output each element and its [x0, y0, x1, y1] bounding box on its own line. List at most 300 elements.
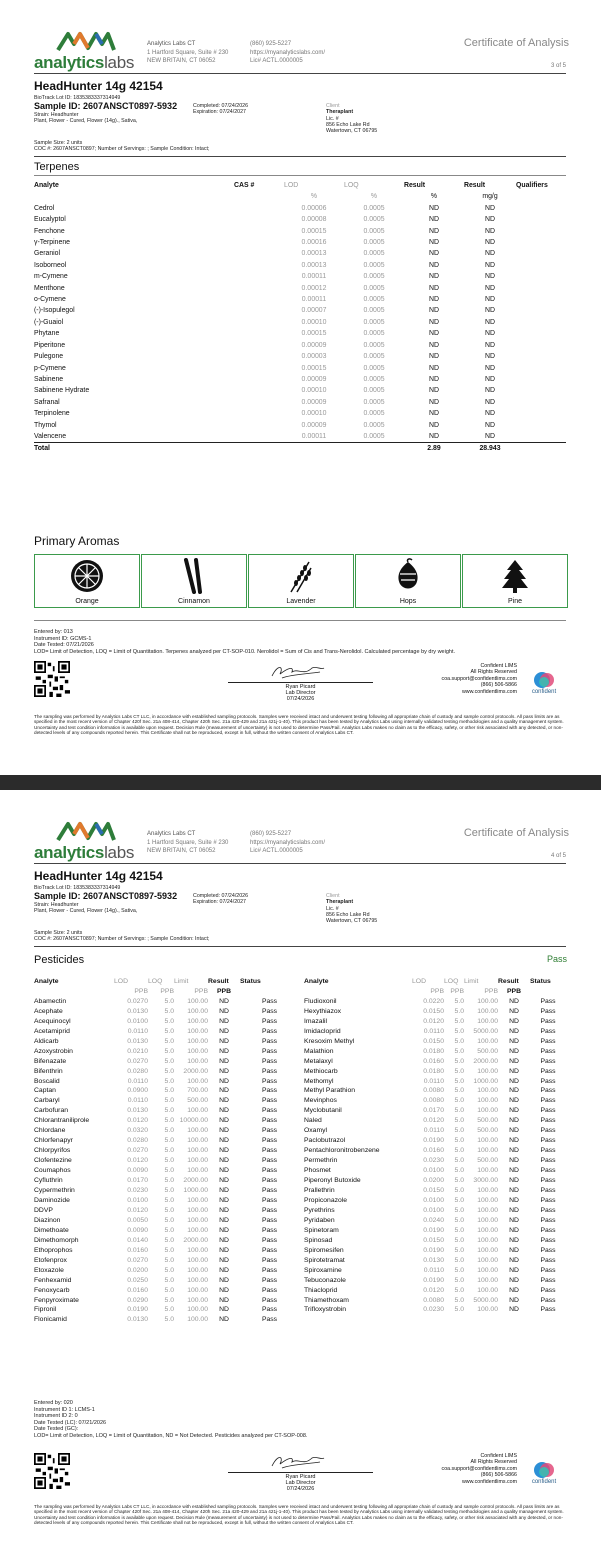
- loq-value: 5.0: [454, 1196, 464, 1204]
- limit-value: 100.00: [477, 1187, 498, 1195]
- total-mg: 28.943: [479, 445, 501, 453]
- analyte-name: Metalaxyl: [304, 1057, 333, 1065]
- confident-logo-icon: [533, 1460, 555, 1480]
- lod-value: 0.0050: [127, 1216, 148, 1224]
- cas-number: [234, 374, 284, 385]
- lims-name: Confident LIMS: [480, 1453, 517, 1459]
- table-row: [304, 1027, 566, 1037]
- loq-value: 5.0: [454, 1077, 464, 1085]
- unit-lod: PPB: [430, 987, 444, 995]
- aroma-label: Cinnamon: [178, 598, 210, 605]
- lod-value: 0.0160: [423, 1147, 444, 1155]
- result-pct: ND: [429, 432, 439, 440]
- analyte-name: Permethrin: [304, 1157, 338, 1165]
- date-tested-lc: Date Tested (LC): 07/21/2026: [34, 1419, 107, 1426]
- lab-url[interactable]: https://myanalyticslabs.com/: [250, 839, 326, 846]
- disclaimer: The sampling was performed by Analytics Labs CT LLC, in accordance with established sampling protocols. Samples were received intact and underwent testing following all appropriate chain of custody and sample control protocols. All pass limits are as specified in the most recent version of Chapter 420f Sec. 21a 408-414, Chapter 420h Sec. 21a 420-429 and 21a 421j-1-40). This product has been tested by Analytics Labs using internally validated testing methodologies and a quality management system. Uncertainty and test condition information is available upon request. Decision Rule (measurement of uncertainty) is not used to determine Pass/Fail. Analytics Labs makes no claim as to the efficacy, safety, or other risk associated with any detected, or non-detected levels of any compounds reported herein. This Certificate shall not be reproduced, except in full, without the written consent of Analytics Labs CT.: [34, 1504, 564, 1526]
- result-mg: ND: [485, 250, 495, 258]
- result-pct: ND: [429, 227, 439, 235]
- limit-value: 100.00: [187, 1147, 208, 1155]
- analyte-name: Isoborneol: [34, 261, 67, 269]
- status-value: Pass: [261, 1127, 278, 1135]
- result-pct: ND: [429, 273, 439, 281]
- lims-email[interactable]: coa.support@confidentlims.com: [441, 1465, 517, 1472]
- limit-value: 100.00: [187, 1246, 208, 1254]
- analyte-name: (-)-Isopulegol: [34, 307, 75, 315]
- col-result-pct: Result: [404, 182, 426, 189]
- analyte-name: Pyridaben: [304, 1216, 335, 1224]
- lod-value: 0.0180: [423, 1067, 444, 1075]
- limit-value: 100.00: [477, 1067, 498, 1075]
- table-row: [34, 1156, 299, 1166]
- lod-value: 0.0100: [127, 1017, 148, 1025]
- analyte-name: Captan: [34, 1087, 56, 1095]
- pine-icon: [497, 558, 533, 594]
- table-header-row: [304, 977, 566, 987]
- loq-value: 5.0: [454, 1226, 464, 1234]
- result-value: ND: [509, 1226, 519, 1234]
- signature-icon: [268, 662, 328, 682]
- client-license: Lic. #: [326, 115, 339, 122]
- client-block: [326, 893, 377, 924]
- result-value: ND: [509, 1007, 519, 1015]
- confident-logo: [524, 670, 564, 700]
- lod-value: 0.00009: [301, 421, 327, 429]
- result-value: ND: [509, 1067, 519, 1075]
- lod-value: 0.0160: [127, 1246, 148, 1254]
- aroma-label: Orange: [75, 598, 99, 605]
- loq-value: 5.0: [164, 1187, 174, 1195]
- status-value: Pass: [540, 1057, 556, 1065]
- limit-value: 100.00: [477, 1107, 498, 1115]
- cas-number: [234, 351, 284, 362]
- qualifier: [516, 203, 566, 214]
- qualifier: [516, 294, 566, 305]
- limit-value: 2000.00: [183, 1067, 208, 1075]
- result-mg: ND: [485, 204, 495, 212]
- lod-value: 0.0270: [127, 1147, 148, 1155]
- result-value: ND: [509, 1127, 519, 1135]
- unit-limit: PPB: [194, 987, 208, 995]
- company-logo: [34, 820, 139, 862]
- table-row: [34, 305, 566, 316]
- dates-block: [193, 103, 248, 116]
- cas-number: [234, 317, 284, 328]
- analyte-name: Chlorfenapyr: [34, 1137, 73, 1145]
- lod-value: 0.0270: [127, 997, 148, 1005]
- loq-value: 5.0: [164, 1087, 174, 1095]
- table-row: [34, 1305, 299, 1315]
- analyte-name: Methomyl: [304, 1077, 334, 1085]
- page-number: 3 of 5: [550, 63, 566, 69]
- instrument-id: Instrument ID: GCMS-1: [34, 635, 92, 642]
- status-value: Pass: [540, 1097, 556, 1105]
- result-value: ND: [509, 1097, 519, 1105]
- analyte-name: Abamectin: [34, 997, 67, 1005]
- limit-value: 100.00: [477, 1137, 498, 1145]
- limit-value: 5000.00: [473, 1296, 498, 1304]
- strain: Strain: Headhunter: [34, 112, 79, 118]
- unit-limit: PPB: [484, 987, 498, 995]
- result-value: ND: [509, 1077, 519, 1085]
- pesticides-title: Pesticides: [34, 954, 85, 966]
- loq-value: 5.0: [454, 1236, 464, 1244]
- result-mg: ND: [485, 330, 495, 338]
- table-row: [34, 260, 566, 271]
- divider: [34, 620, 566, 621]
- strain-block: [34, 112, 137, 125]
- analyte-name: Chlorantraniliprole: [34, 1117, 90, 1125]
- result-value: ND: [219, 1137, 229, 1145]
- limit-value: 100.00: [187, 1266, 208, 1274]
- status-value: Pass: [540, 1196, 556, 1204]
- analyte-name: Naled: [304, 1117, 322, 1125]
- loq-value: 0.0005: [363, 432, 385, 440]
- table-header-row: [34, 180, 566, 191]
- result-mg: ND: [485, 341, 495, 349]
- result-value: ND: [509, 1276, 519, 1284]
- signer-title: Lab Director: [285, 690, 316, 697]
- sample-size: Sample Size: 2 units: [34, 930, 83, 936]
- status-value: Pass: [540, 1127, 556, 1135]
- table-row: [34, 248, 566, 259]
- result-mg: ND: [485, 273, 495, 281]
- table-row: [304, 1276, 566, 1286]
- qualifier: [516, 283, 566, 294]
- lod-value: 0.00011: [301, 273, 327, 281]
- loq-value: 0.0005: [363, 341, 385, 349]
- lab-url[interactable]: https://myanalyticslabs.com/: [250, 49, 326, 56]
- client-block: [326, 103, 377, 134]
- loq-value: 5.0: [164, 1196, 174, 1204]
- loq-value: 5.0: [164, 1266, 174, 1274]
- result-mg: ND: [485, 432, 495, 440]
- loq-value: 0.0005: [363, 284, 385, 292]
- cas-number: [234, 271, 284, 282]
- unit-result-pct: %: [430, 193, 438, 201]
- instrument-id-1: Instrument ID 1: LCMS-1: [34, 1406, 95, 1413]
- table-row: [34, 203, 566, 214]
- analyte-name: Malathion: [304, 1047, 334, 1055]
- entered-by: Entered by: 013: [34, 629, 73, 635]
- cas-number: [234, 294, 284, 305]
- result-pct: ND: [429, 330, 439, 338]
- table-row: [34, 1057, 299, 1067]
- analyte-name: Myclobutanil: [304, 1107, 342, 1115]
- table-row: [34, 1206, 299, 1216]
- limit-value: 100.00: [187, 997, 208, 1005]
- status-value: Pass: [540, 1306, 556, 1314]
- result-pct: ND: [429, 387, 439, 395]
- analyte-name: (-)-Guaiol: [34, 318, 64, 326]
- analyte-name: Terpinolene: [34, 410, 70, 418]
- status-value: Pass: [261, 1017, 278, 1025]
- table-row: [34, 1236, 299, 1246]
- result-value: ND: [219, 1027, 229, 1035]
- coa-title: Certificate of Analysis: [463, 827, 569, 839]
- table-row: [304, 1256, 566, 1266]
- qualifier: [516, 385, 566, 396]
- loq-value: 5.0: [164, 1167, 174, 1175]
- status-value: Pass: [261, 1057, 278, 1065]
- limit-value: 100.00: [187, 1137, 208, 1145]
- cas-number: [234, 408, 284, 419]
- analyte-name: Geraniol: [34, 250, 61, 258]
- col-analyte: Analyte: [304, 978, 329, 985]
- aroma-pine: [462, 554, 568, 608]
- qualifier: [516, 271, 566, 282]
- lod-value: 0.0270: [127, 1256, 148, 1264]
- lod-value: 0.0170: [423, 1107, 444, 1115]
- status-value: Pass: [261, 1037, 278, 1045]
- lims-phone: (866) 506-5866: [480, 682, 517, 689]
- lod-value: 0.00010: [301, 387, 327, 395]
- result-value: ND: [509, 1017, 519, 1025]
- limit-value: 100.00: [477, 1087, 498, 1095]
- table-row: [304, 1037, 566, 1047]
- biotrack-id: BioTrack Lot ID: 1835383337314949: [34, 95, 121, 101]
- result-mg: ND: [485, 284, 495, 292]
- result-value: ND: [219, 1067, 229, 1075]
- limit-value: 100.00: [477, 1216, 498, 1224]
- aroma-label: Pine: [507, 598, 522, 605]
- analyte-name: Azoxystrobin: [34, 1047, 73, 1055]
- result-value: ND: [219, 1127, 229, 1135]
- status-value: Pass: [261, 1087, 278, 1095]
- logo-mark-icon: [56, 820, 116, 842]
- lod-value: 0.0230: [423, 1157, 444, 1165]
- cas-number: [234, 203, 284, 214]
- status-value: Pass: [540, 1047, 556, 1055]
- col-limit: Limit: [174, 978, 189, 985]
- divider: [34, 175, 566, 176]
- lod-value: 0.0190: [127, 1306, 148, 1314]
- result-value: ND: [219, 1286, 229, 1294]
- table-row: [34, 1196, 299, 1206]
- status-value: Pass: [540, 997, 556, 1005]
- limit-value: 100.00: [187, 1017, 208, 1025]
- col-result: Result: [208, 978, 229, 985]
- col-analyte: Analyte: [34, 182, 59, 189]
- result-value: ND: [509, 1187, 519, 1195]
- lod-value: 0.0120: [423, 1017, 444, 1025]
- result-value: ND: [219, 1206, 229, 1214]
- table-row: [304, 1136, 566, 1146]
- qualifier: [516, 420, 566, 431]
- loq-value: 0.0005: [363, 227, 385, 235]
- result-mg: ND: [485, 398, 495, 406]
- result-value: ND: [509, 1087, 519, 1095]
- limit-value: 100.00: [187, 1167, 208, 1175]
- method-note: LOD= Limit of Detection, LOQ = Limit of Quantitation. Terpenes analyzed per CT-SOP-010. Nerolidol = Sum of Cis and Trans-Nerolidol. Calculated percentage by dry weight.: [34, 648, 456, 655]
- analyte-name: Pyrethrins: [304, 1206, 335, 1214]
- result-value: ND: [509, 1196, 519, 1204]
- table-row: [34, 431, 566, 443]
- signature-line: [228, 682, 373, 683]
- lod-value: 0.0110: [423, 1266, 444, 1274]
- loq-value: 5.0: [454, 1157, 464, 1165]
- loq-value: 0.0005: [363, 410, 385, 418]
- qr-code-icon[interactable]: [34, 1453, 70, 1489]
- lod-value: 0.00009: [301, 341, 327, 349]
- result-value: ND: [509, 1216, 519, 1224]
- result-pct: ND: [429, 296, 439, 304]
- loq-value: 5.0: [164, 1117, 174, 1125]
- result-value: ND: [509, 1246, 519, 1254]
- status-value: Pass: [261, 1167, 278, 1175]
- lod-value: 0.0080: [423, 1087, 444, 1095]
- limit-value: 2000.00: [473, 1057, 498, 1065]
- loq-value: 0.0005: [363, 307, 385, 315]
- status-value: Pass: [540, 1246, 556, 1254]
- analyte-name: Thymol: [34, 421, 57, 429]
- table-row: [304, 1166, 566, 1176]
- table-row: [34, 1126, 299, 1136]
- terpenes-title: Terpenes: [34, 161, 80, 173]
- qr-code-icon[interactable]: [34, 661, 70, 697]
- status-value: Pass: [261, 1157, 278, 1165]
- unit-loq: PPB: [450, 987, 464, 995]
- matrix: Plant, Flower - Cured, Flower (14g)., Sativa,: [34, 908, 138, 915]
- sample-id: Sample ID: 2607ANSCT0897-5932: [34, 891, 178, 901]
- limit-value: 100.00: [187, 1226, 208, 1234]
- analyte-name: Imazalil: [304, 1017, 328, 1025]
- lod-value: 0.0100: [127, 1196, 148, 1204]
- signer-name: Ryan Picard: [285, 684, 316, 690]
- status-value: Pass: [540, 1147, 556, 1155]
- result-mg: ND: [485, 410, 495, 418]
- signed-date: 07/24/2026: [286, 1486, 315, 1493]
- client-label: Client: [326, 893, 340, 899]
- status-value: Pass: [540, 1017, 556, 1025]
- analyte-name: Clofentezine: [34, 1157, 72, 1165]
- limit-value: 2000.00: [183, 1236, 208, 1244]
- lod-value: [284, 443, 344, 455]
- lod-value: 0.0190: [423, 1246, 444, 1254]
- qualifier: [516, 363, 566, 374]
- analyte-name: Fipronil: [34, 1306, 57, 1314]
- result-mg: ND: [485, 364, 495, 372]
- analyte-name: Piperitone: [34, 341, 66, 349]
- loq-value: 5.0: [164, 1107, 174, 1115]
- pesticides-table-left: [34, 977, 299, 1325]
- limit-value: 100.00: [477, 1017, 498, 1025]
- cas-number: [234, 363, 284, 374]
- lod-value: 0.0240: [423, 1216, 444, 1224]
- report-header: [34, 30, 569, 72]
- loq-value: 5.0: [454, 1037, 464, 1045]
- table-row: [34, 214, 566, 225]
- limit-value: 100.00: [477, 1226, 498, 1234]
- table-row: [304, 1156, 566, 1166]
- qualifier: [516, 328, 566, 339]
- lims-web[interactable]: www.confidentlims.com: [461, 688, 517, 695]
- lod-value: 0.00010: [301, 318, 327, 326]
- loq-value: 0.0005: [363, 261, 385, 269]
- lab-phone: (860) 925-5227: [250, 831, 292, 837]
- status-value: Pass: [540, 1226, 556, 1234]
- lab-license: Lic# ACTL.0000005: [250, 848, 303, 854]
- test-notes: [34, 629, 455, 655]
- lod-value: 0.00008: [301, 216, 327, 224]
- coa-page-4: [0, 790, 601, 1565]
- result-pct: ND: [429, 364, 439, 372]
- logo-mark-icon: [56, 30, 116, 52]
- result-pct: ND: [429, 261, 439, 269]
- loq-value: 0.0005: [363, 364, 385, 372]
- status-value: Pass: [261, 1196, 278, 1204]
- lod-value: 0.0130: [127, 1007, 148, 1015]
- client-address: 856 Echo Lake Rd: [326, 911, 370, 918]
- cas-number: [234, 328, 284, 339]
- table-row: [34, 1136, 299, 1146]
- status-value: Pass: [540, 1276, 556, 1284]
- qualifier: [516, 248, 566, 259]
- result-value: ND: [509, 1107, 519, 1115]
- analyte-name: m-Cymene: [34, 273, 68, 281]
- limit-value: 100.00: [477, 1306, 498, 1314]
- table-row: [34, 283, 566, 294]
- col-loq: LOQ: [444, 978, 459, 985]
- limit-value: 500.00: [477, 1047, 498, 1055]
- signed-date: 07/24/2026: [286, 696, 315, 703]
- loq-value: 0.0005: [363, 398, 385, 406]
- table-row: [304, 1096, 566, 1106]
- loq-value: 0.0005: [363, 421, 385, 429]
- status-value: Pass: [540, 1266, 556, 1274]
- divider: [34, 946, 566, 947]
- col-loq: LOQ: [148, 978, 163, 985]
- result-value: ND: [219, 1117, 229, 1125]
- lod-value: 0.0290: [127, 1296, 148, 1304]
- report-header: [34, 820, 569, 862]
- col-cas: CAS #: [234, 182, 255, 189]
- client-license: Lic. #: [326, 905, 339, 912]
- result-value: ND: [219, 1276, 229, 1284]
- lod-value: 0.0160: [127, 1286, 148, 1294]
- result-value: ND: [509, 1047, 519, 1055]
- loq-value: 5.0: [454, 1097, 464, 1105]
- status-value: Pass: [540, 1117, 556, 1125]
- analyte-name: γ-Terpinene: [34, 239, 71, 247]
- status-value: Pass: [261, 1206, 278, 1214]
- limit-value: 100.00: [187, 1047, 208, 1055]
- loq-value: 0.0005: [363, 273, 385, 281]
- table-row: [34, 1116, 299, 1126]
- status-value: Pass: [261, 1077, 278, 1085]
- table-row: [304, 1226, 566, 1236]
- analyte-name: Carbaryl: [34, 1097, 60, 1105]
- lod-value: 0.0150: [423, 1187, 444, 1195]
- divider: [34, 156, 566, 157]
- table-row: [34, 1216, 299, 1226]
- qualifier: [516, 397, 566, 408]
- lims-web[interactable]: www.confidentlims.com: [461, 1478, 517, 1485]
- aroma-label: Lavender: [286, 598, 316, 605]
- status-value: Pass: [261, 1117, 278, 1125]
- analyte-name: Aldicarb: [34, 1037, 59, 1045]
- total-pct: 2.89: [427, 445, 441, 453]
- analyte-name: Thiamethoxam: [304, 1296, 349, 1304]
- analyte-name: Chlorpyrifos: [34, 1147, 71, 1155]
- limit-value: 100.00: [187, 1276, 208, 1284]
- lims-phone: (866) 506-5866: [480, 1472, 517, 1479]
- limit-value: 2000.00: [183, 1177, 208, 1185]
- lims-email[interactable]: coa.support@confidentlims.com: [441, 675, 517, 682]
- cas-number: [234, 385, 284, 396]
- cas-number: [234, 420, 284, 431]
- lab-license: Lic# ACTL.0000005: [250, 58, 303, 64]
